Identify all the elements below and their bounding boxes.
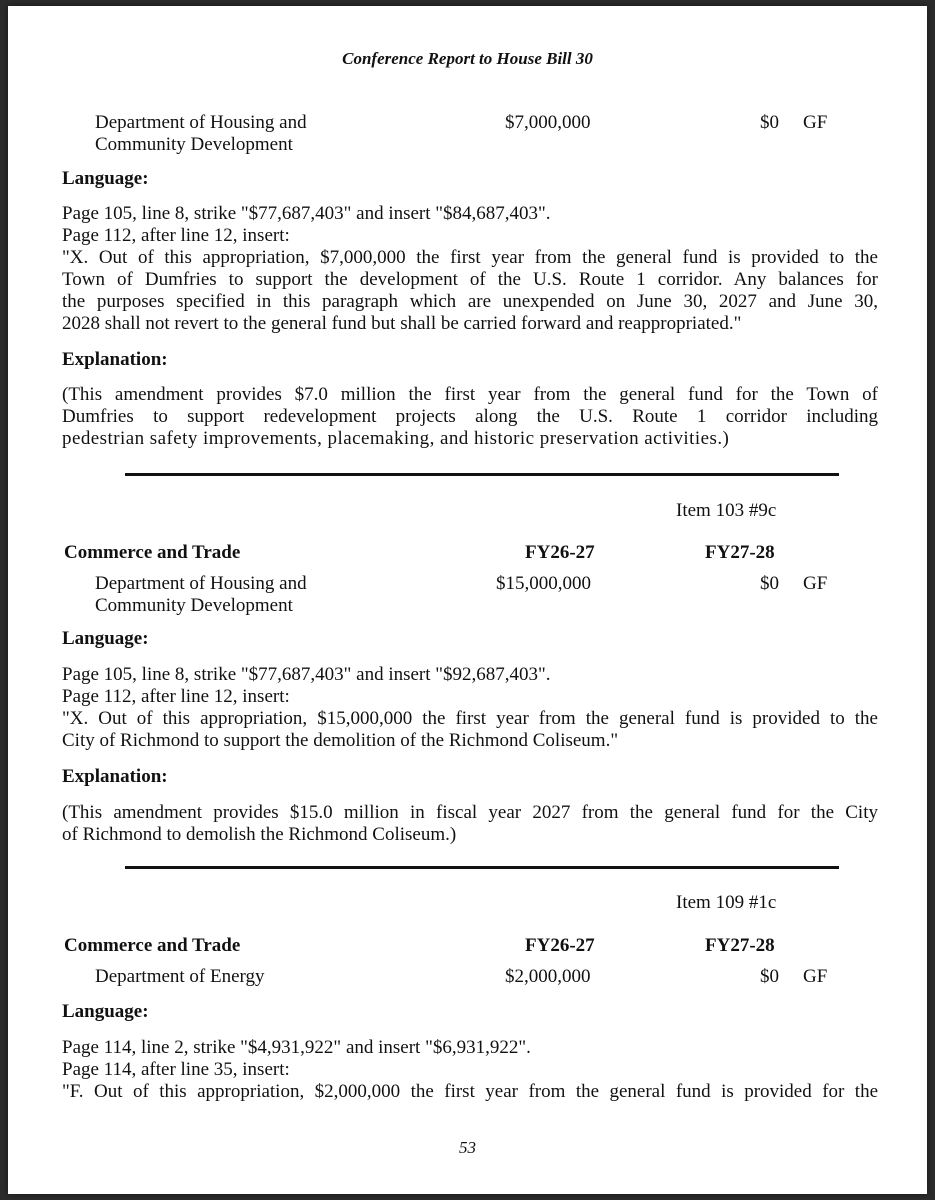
fy2-amount: $0 (760, 573, 779, 594)
fund-code: GF (803, 966, 828, 987)
explanation-heading: Explanation: (62, 349, 168, 370)
fy1-amount: $15,000,000 (496, 573, 591, 594)
language-line: City of Richmond to support the demolition of the Richmond Coliseum." (62, 730, 619, 751)
fy2-amount: $0 (760, 112, 779, 133)
section-divider (125, 866, 839, 869)
language-heading: Language: (62, 168, 149, 189)
fy2-column-header: FY27-28 (705, 542, 775, 563)
explanation-line: Dumfries to support redevelopment projects along the U.S. Route 1 corridor including (62, 406, 878, 427)
secretariat-heading: Commerce and Trade (64, 935, 241, 956)
fy2-column-header: FY27-28 (705, 935, 775, 956)
language-line: Page 114, line 2, strike "$4,931,922" and insert "$6,931,922". (62, 1037, 531, 1058)
language-line: Town of Dumfries to support the development of the U.S. Route 1 corridor. Any balances for (62, 269, 878, 290)
agency-name-cont: Community Development (95, 134, 293, 155)
language-heading: Language: (62, 1001, 149, 1022)
agency-name: Department of Housing and (95, 112, 307, 133)
fy1-amount: $7,000,000 (505, 112, 591, 133)
language-line: Page 105, line 8, strike "$77,687,403" and insert "$84,687,403". (62, 203, 551, 224)
explanation-line: pedestrian safety improvements, placemaking, and historic preservation activities.) (62, 428, 730, 449)
agency-name: Department of Housing and (95, 573, 307, 594)
fy2-amount: $0 (760, 966, 779, 987)
secretariat-heading: Commerce and Trade (64, 542, 241, 563)
fund-code: GF (803, 573, 828, 594)
language-line: "F. Out of this appropriation, $2,000,000 the first year from the general fund is provided for the (62, 1081, 878, 1102)
item-number: Item 103 #9c (676, 500, 777, 521)
explanation-heading: Explanation: (62, 766, 168, 787)
language-line: "X. Out of this appropriation, $15,000,000 the first year from the general fund is provided to the (62, 708, 878, 729)
section-divider (125, 473, 839, 476)
fy1-column-header: FY26-27 (525, 935, 595, 956)
explanation-line: (This amendment provides $15.0 million in fiscal year 2027 from the general fund for the City (62, 802, 878, 823)
language-line: Page 112, after line 12, insert: (62, 686, 290, 707)
language-heading: Language: (62, 628, 149, 649)
language-line: Page 112, after line 12, insert: (62, 225, 290, 246)
language-line: Page 114, after line 35, insert: (62, 1059, 290, 1080)
language-line: Page 105, line 8, strike "$77,687,403" and insert "$92,687,403". (62, 664, 551, 685)
item-number: Item 109 #1c (676, 892, 777, 913)
explanation-line: (This amendment provides $7.0 million the first year from the general fund for the Town of (62, 384, 878, 405)
document-page (8, 6, 927, 1194)
language-line: "X. Out of this appropriation, $7,000,000 the first year from the general fund is provided to the (62, 247, 878, 268)
page-header: Conference Report to House Bill 30 (342, 49, 593, 68)
agency-name-cont: Community Development (95, 595, 293, 616)
explanation-line: of Richmond to demolish the Richmond Coliseum.) (62, 824, 457, 845)
fy1-amount: $2,000,000 (505, 966, 591, 987)
page-number: 53 (459, 1138, 476, 1157)
language-line: 2028 shall not revert to the general fund but shall be carried forward and reappropriated." (62, 313, 742, 334)
fund-code: GF (803, 112, 828, 133)
agency-name: Department of Energy (95, 966, 265, 987)
language-line: the purposes specified in this paragraph which are unexpended on June 30, 2027 and June 30, (62, 291, 878, 312)
fy1-column-header: FY26-27 (525, 542, 595, 563)
